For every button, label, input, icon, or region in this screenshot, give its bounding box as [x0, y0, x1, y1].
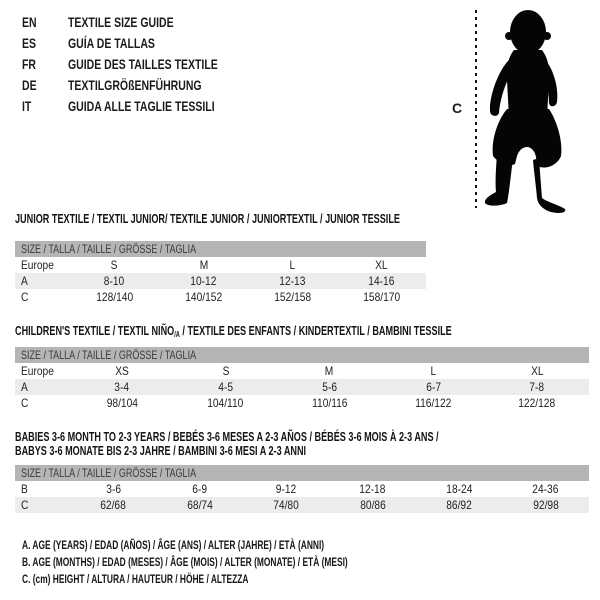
row-label-text: C [21, 290, 29, 304]
language-row [22, 75, 268, 96]
language-code-text: ES [22, 35, 37, 51]
table-row [15, 379, 589, 395]
title-segment: BABIES 3-6 MONTH TO 2-3 YEARS / BEBÉS 3-6 MESES A 2-3 AÑOS / BÉBÉS 3-6 MOIS À 2-3 ANS / [15, 429, 439, 444]
language-row [22, 96, 268, 117]
table-title-line [15, 444, 589, 458]
baby-ear-right [543, 32, 551, 40]
size-header-label: SIZE / TALLA / TAILLE / GRÖSSE / TAGLIA [21, 348, 197, 362]
table-cell-text: XS [115, 364, 129, 378]
table-cell-text: 9-12 [276, 482, 297, 496]
table-cell-text: XL [375, 258, 388, 272]
title-subscript: /A [174, 330, 180, 339]
table-cell [381, 363, 485, 379]
language-title [68, 33, 184, 54]
title-segment: JUNIOR TEXTILE / TEXTIL JUNIOR/ TEXTILE JUNIOR / JUNIORTEXTIL / JUNIOR TESSILE [15, 211, 400, 226]
table-cell-text: XL [530, 364, 544, 378]
table-cell-text: S [222, 364, 230, 378]
language-guide-list [22, 12, 268, 117]
language-code-text: IT [22, 98, 32, 114]
table-cell-text: 158/170 [363, 290, 400, 304]
table-cell [278, 379, 382, 395]
language-title [68, 12, 209, 33]
table-cell [159, 289, 248, 305]
table-cell-text: 92/98 [532, 498, 559, 512]
size-header-bar [15, 465, 589, 481]
height-measure-line [475, 10, 477, 208]
table-cell [248, 273, 337, 289]
row-label-text: A [21, 274, 28, 288]
table-row [15, 289, 426, 305]
table-cell [70, 481, 157, 497]
language-row [22, 54, 268, 75]
language-code [22, 33, 68, 54]
title-segment: CHILDREN'S TEXTILE / TEXTIL NIÑO [15, 323, 175, 338]
language-row [22, 33, 268, 54]
table-cell-text: 24-36 [532, 482, 559, 496]
row-label [15, 273, 70, 289]
table-cell [243, 497, 330, 513]
babies-grid [15, 465, 589, 513]
height-measure-label: C [452, 100, 463, 116]
babies-table-title [15, 430, 589, 458]
children-grid [15, 347, 589, 411]
footnote-text: B. AGE (MONTHS) / EDAD (MESES) / ÂGE (MOIS) / ALTER (MONATE) / ETÀ (MESI) [22, 555, 348, 569]
table-cell-text: 98/104 [106, 396, 138, 410]
language-row [22, 12, 268, 33]
row-label-text: C [21, 498, 29, 512]
table-cell [159, 257, 248, 273]
row-label-text: B [21, 482, 28, 496]
row-label [15, 379, 70, 395]
table-row [15, 481, 589, 497]
table-cell-text: 152/158 [274, 290, 311, 304]
table-cell-text: 7-8 [529, 380, 545, 394]
table-row [15, 395, 589, 411]
children-size-table [15, 324, 589, 411]
table-cell-text: 140/152 [185, 290, 222, 304]
language-title-text: GUIDE DES TAILLES TEXTILE [68, 56, 218, 72]
table-title-text [15, 430, 439, 444]
row-label [15, 497, 70, 513]
language-code [22, 96, 68, 117]
table-cell [485, 395, 589, 411]
table-cell-text: 12-18 [359, 482, 386, 496]
junior-grid [15, 241, 426, 305]
row-label-text: A [21, 380, 28, 394]
language-title [68, 54, 268, 75]
size-header-bar [15, 241, 426, 257]
row-label [15, 363, 70, 379]
table-cell [248, 257, 337, 273]
table-cell [70, 497, 157, 513]
table-cell-text: 14-16 [368, 274, 395, 288]
language-code-text: DE [22, 77, 37, 93]
table-row [15, 257, 426, 273]
footnote-text: A. AGE (YEARS) / EDAD (AÑOS) / ÂGE (ANS) / ALTER (JAHRE) / ETÀ (ANNI) [22, 538, 325, 552]
language-title-text: TEXTILE SIZE GUIDE [68, 14, 174, 30]
size-header-bar [15, 347, 589, 363]
table-cell-text: S [111, 258, 118, 272]
footnote-line [22, 571, 487, 588]
table-cell [503, 481, 590, 497]
table-cell-text: 116/122 [415, 396, 452, 410]
table-cell-text: 110/116 [311, 396, 348, 410]
baby-silhouette [481, 6, 573, 216]
table-title-line [15, 324, 589, 338]
table-title-text [15, 444, 306, 458]
table-cell [416, 481, 503, 497]
table-cell-text: 4-5 [218, 380, 234, 394]
table-cell [243, 481, 330, 497]
row-label [15, 395, 70, 411]
language-code [22, 54, 68, 75]
table-cell [337, 273, 426, 289]
table-cell-text: 5-6 [322, 380, 337, 394]
table-cell [278, 395, 382, 411]
table-cell-text: 10-12 [190, 274, 217, 288]
footnote-line [22, 554, 487, 571]
table-cell [330, 481, 417, 497]
table-cell [70, 379, 174, 395]
table-cell-text: 80/86 [359, 498, 386, 512]
row-label-text: C [21, 396, 29, 410]
table-cell [248, 289, 337, 305]
table-cell [70, 257, 159, 273]
table-cell [485, 379, 589, 395]
table-cell [337, 257, 426, 273]
table-cell-text: 68/74 [186, 498, 213, 512]
language-title [68, 96, 263, 117]
table-cell-text: 6-7 [425, 380, 441, 394]
table-cell [174, 379, 278, 395]
table-cell-text: 12-13 [279, 274, 306, 288]
table-cell [157, 497, 244, 513]
junior-table-title [15, 212, 426, 226]
table-cell [70, 395, 174, 411]
table-row [15, 363, 589, 379]
table-cell [381, 379, 485, 395]
title-segment: / TEXTILE DES ENFANTS / KINDERTEXTIL / BAMBINI TESSILE [179, 323, 452, 338]
table-cell [416, 497, 503, 513]
table-title-line [15, 430, 589, 444]
table-row [15, 273, 426, 289]
size-header-label: SIZE / TALLA / TAILLE / GRÖSSE / TAGLIA [21, 242, 197, 256]
table-row [15, 497, 589, 513]
footnote-legend [22, 537, 487, 588]
table-cell-text: 86/92 [446, 498, 473, 512]
language-title-text: GUIDA ALLE TAGLIE TESSILI [68, 98, 215, 114]
footnote-line [22, 537, 487, 554]
language-title [68, 75, 246, 96]
row-label [15, 289, 70, 305]
table-cell [337, 289, 426, 305]
row-label [15, 481, 70, 497]
language-code [22, 12, 68, 33]
table-cell-text: 128/140 [96, 290, 133, 304]
table-cell-text: 6-9 [192, 482, 208, 496]
table-cell-text: 122/128 [518, 396, 556, 410]
baby-leg-left [485, 154, 513, 206]
table-cell-text: 62/68 [100, 498, 127, 512]
table-cell [485, 363, 589, 379]
table-title-text [15, 324, 452, 342]
table-cell-text: M [325, 364, 334, 378]
language-title-text: GUÍA DE TALLAS [68, 35, 155, 51]
junior-size-table [15, 212, 426, 305]
babies-size-table [15, 430, 589, 513]
table-cell-text: 3-4 [114, 380, 130, 394]
table-cell-text: 74/80 [273, 498, 300, 512]
language-title-text: TEXTILGRÖßENFÜHRUNG [68, 77, 202, 93]
table-cell [278, 363, 382, 379]
table-cell-text: L [430, 364, 437, 378]
language-code-text: EN [22, 14, 37, 30]
title-segment: BABYS 3-6 MONATE BIS 2-3 JAHRE / BAMBINI 3-6 MESI A 2-3 ANNI [15, 443, 307, 458]
table-cell-text: 3-6 [105, 482, 121, 496]
table-cell [159, 273, 248, 289]
baby-ear-left [505, 32, 513, 40]
table-cell [174, 363, 278, 379]
table-cell [330, 497, 417, 513]
table-cell [381, 395, 485, 411]
table-title-line [15, 212, 426, 226]
table-cell-text: L [289, 258, 296, 272]
row-label [15, 257, 70, 273]
language-code-text: FR [22, 56, 37, 72]
baby-head [510, 10, 546, 54]
language-code [22, 75, 68, 96]
table-cell [70, 273, 159, 289]
table-cell-text: 18-24 [446, 482, 473, 496]
table-title-text [15, 212, 400, 226]
size-header-label: SIZE / TALLA / TAILLE / GRÖSSE / TAGLIA [21, 466, 197, 480]
table-cell [70, 289, 159, 305]
children-table-title [15, 324, 589, 338]
table-cell-text: M [199, 258, 208, 272]
footnote-text: C. (cm) HEIGHT / ALTURA / HAUTEUR / HÖHE / ALTEZZA [22, 572, 249, 586]
table-cell-text: 104/110 [207, 396, 244, 410]
table-cell [157, 481, 244, 497]
table-cell [174, 395, 278, 411]
table-cell [503, 497, 590, 513]
table-cell-text: 8-10 [104, 274, 125, 288]
table-cell [70, 363, 174, 379]
row-label-text: Europe [21, 258, 54, 272]
row-label-text: Europe [21, 364, 54, 378]
